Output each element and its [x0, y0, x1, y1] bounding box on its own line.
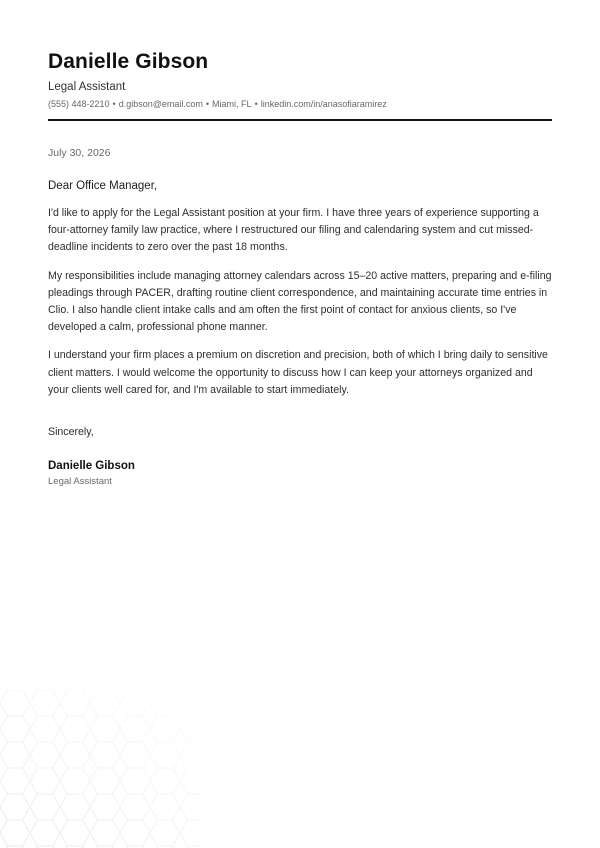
- signature-title: Legal Assistant: [48, 476, 112, 488]
- contact-separator: •: [112, 99, 116, 109]
- letter-paragraph-3: I understand your firm places a premium on discretion and precision, both of which I bring daily to sensitive client matters. I would welcome the opportunity to discuss how I can keep your attorneys organized and your clients well cared for, and I'm available to start immediately.: [48, 349, 548, 396]
- header-divider: [48, 119, 552, 121]
- contact-phone: (555) 448-2210: [48, 99, 110, 109]
- contact-location: Miami, FL: [212, 99, 252, 109]
- letter-header: [48, 48, 552, 110]
- applicant-name: Danielle Gibson: [48, 50, 209, 73]
- letter-closing: Sincerely,: [48, 426, 94, 439]
- contact-separator: •: [254, 99, 258, 109]
- hexagon-pattern-icon: [0, 690, 200, 848]
- letter-paragraph-1: I'd like to apply for the Legal Assistant position at your firm. I have three years of experience supporting a four-attorney family law practice, where I restructured our filing and calendaring system and cut missed-deadline incidents to zero over the past 18 months.: [48, 207, 539, 254]
- applicant-title: Legal Assistant: [48, 81, 126, 93]
- letter-paragraph-2: My responsibilities include managing attorney calendars across 15–20 active matters, preparing and e-filing pleadings through PACER, drafting routine client correspondence, and maintaining accurate time entries in Clio. I also handle client intake calls and am often the first point of contact for anxious clients, so I've developed a calm, professional phone manner.: [48, 269, 552, 334]
- letter-date: July 30, 2026: [48, 147, 111, 159]
- contact-linkedin[interactable]: linkedin.com/in/anasofiaramirez: [260, 99, 387, 109]
- signature-name: Danielle Gibson: [48, 460, 135, 473]
- letter-salutation: Dear Office Manager,: [48, 180, 158, 192]
- contact-line: [48, 98, 552, 110]
- contact-separator: •: [205, 99, 210, 109]
- letter-body: [48, 146, 552, 488]
- contact-email[interactable]: d.gibson@email.com: [118, 99, 203, 109]
